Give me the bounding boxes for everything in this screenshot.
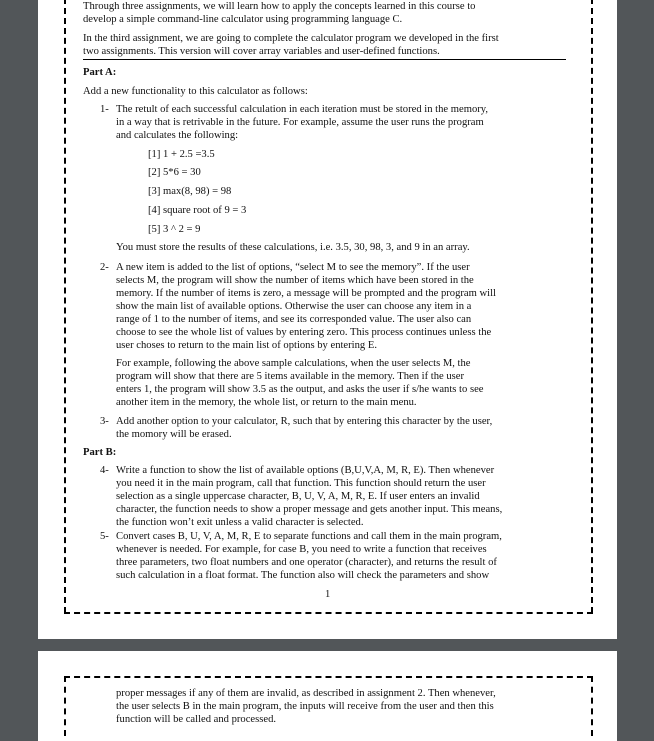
intro-p2-line-2: two assignments. This version will cover array variables and user-defined functions. (83, 46, 440, 57)
item-2-line: memory. If the number of items is zero, a message will be prompted and the program will (116, 288, 496, 299)
intro-line-1: Through three assignments, we will learn how to apply the concepts learned in this course to (83, 1, 476, 12)
frame-left (64, 676, 66, 736)
item-4-line: you need it in the main program, call that function. This function should return the user (116, 478, 486, 489)
item-2-para2-line: enters 1, the program will show 3.5 as the output, and asks the user if s/he wants to see (116, 384, 484, 395)
item-1-line: and calculates the following: (116, 130, 239, 141)
item-5-line: Convert cases B, U, V, A, M, R, E to separate functions and call them in the main program, (116, 531, 502, 542)
item-2-number: 2- (100, 262, 109, 273)
item-2-line: range of 1 to the number of items, and see its corresponded value. The user also can (116, 314, 472, 325)
example-line: [1] 1 + 2.5 =3.5 (148, 149, 215, 160)
page-2-line: function will be called and processed. (116, 714, 277, 725)
section-rule (83, 59, 566, 60)
example-line: [2] 5*6 = 30 (148, 167, 201, 178)
item-4-line: character, the function needs to show a proper message and gets another input. This means, (116, 504, 503, 515)
item-2-line: choose to see the whole list of values by entering zero. This process continues unless the (116, 327, 492, 338)
item-5-line: such calculation in a float format. The function also will check the parameters and show (116, 570, 490, 581)
part-a-lead: Add a new functionality to this calculator as follows: (83, 86, 308, 97)
item-5-number: 5- (100, 531, 109, 542)
intro-p2-line-1: In the third assignment, we are going to complete the calculator program we developed in the first (83, 33, 499, 44)
item-3-line: the momory will be erased. (116, 429, 232, 440)
part-b-heading: Part B: (83, 447, 117, 458)
document-page-2 (38, 651, 617, 741)
item-2-line: A new item is added to the list of options, “select M to see the memory”. If the user (116, 262, 470, 273)
item-1-tail: You must store the results of these calculations, i.e. 3.5, 30, 98, 3, and 9 in an array. (116, 242, 470, 253)
item-4-line: Write a function to show the list of available options (B,U,V,A, M, R, E). Then whenever (116, 465, 495, 476)
example-line: [3] max(8, 98) = 98 (148, 186, 232, 197)
item-2-para2-line: program will show that there are 5 items available in the memory. Then if the user (116, 371, 465, 382)
item-5-line: whenever is needed. For example, for case B, you need to write a function that receives (116, 544, 487, 555)
item-2-para2-line: another item in the memory, the whole list, or return to the main menu. (116, 397, 417, 408)
frame-left (64, 0, 66, 613)
frame-top (64, 676, 593, 678)
page-2-line: the user selects B in the main program, the inputs will receive from the user and then this (116, 701, 494, 712)
item-2-para2-line: For example, following the above sample calculations, when the user selects M, the (116, 358, 471, 369)
item-4-line: the function won’t exit unless a valid character is selected. (116, 517, 364, 528)
example-line: [4] square root of 9 = 3 (148, 205, 247, 216)
item-4-number: 4- (100, 465, 109, 476)
item-1-number: 1- (100, 104, 109, 115)
example-line: [5] 3 ^ 2 = 9 (148, 224, 201, 235)
item-3-line: Add another option to your calculator, R, such that by entering this character by the user, (116, 416, 493, 427)
item-1-line: The retult of each successful calculation in each iteration must be stored in the memory, (116, 104, 489, 115)
item-2-line: user choses to return to the main list of options by entering E. (116, 340, 377, 351)
frame-bottom (64, 612, 593, 614)
intro-line-2: develop a simple command-line calculator using programming language C. (83, 14, 403, 25)
item-2-line: show the main list of available options. Otherwise the user can choose any item in a (116, 301, 472, 312)
frame-right (591, 0, 593, 613)
item-2-line: selects M, the program will show the number of items which have been stored in the (116, 275, 474, 286)
frame-right (591, 676, 593, 736)
page-2-line: proper messages if any of them are invalid, as described in assignment 2. Then whenever, (116, 688, 496, 699)
document-page-1 (38, 0, 617, 639)
part-a-heading: Part A: (83, 67, 117, 78)
item-1-line: in a way that is retrivable in the future. For example, assume the user runs the program (116, 117, 484, 128)
item-5-line: three parameters, two float numbers and one operator (character), and returns the result of (116, 557, 497, 568)
page-number: 1 (325, 589, 331, 600)
item-4-line: selection as a single uppercase character, B, U, V, A, M, R, E. If user enters an invalid (116, 491, 480, 502)
item-3-number: 3- (100, 416, 109, 427)
